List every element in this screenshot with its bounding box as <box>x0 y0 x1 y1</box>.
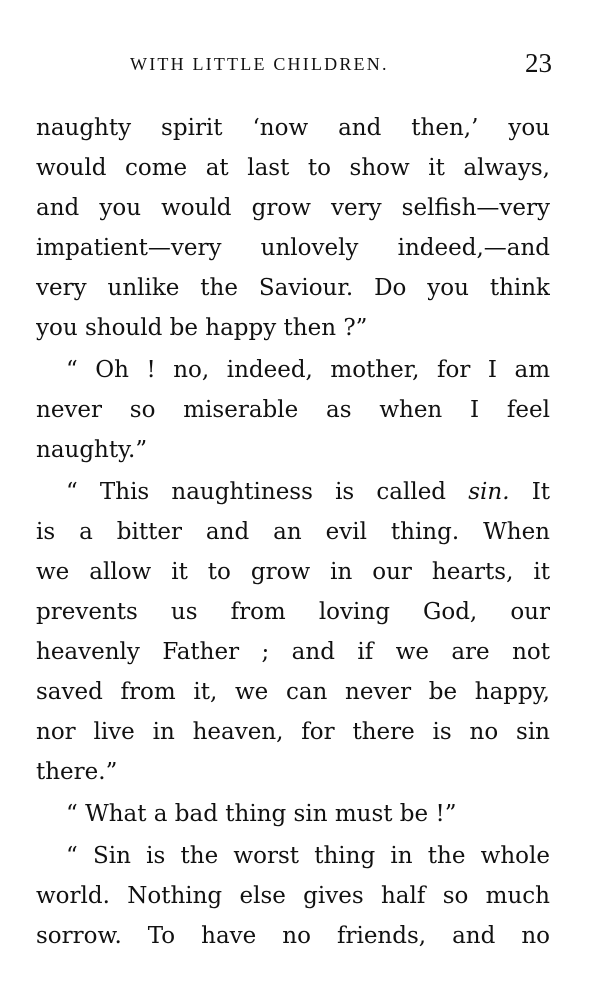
running-title: WITH LITTLE CHILDREN. <box>130 54 389 74</box>
text-line: is a bitter and an evil thing. When <box>36 519 550 545</box>
text-segment: “ This naughtiness is called <box>66 479 447 505</box>
page-number: 23 <box>525 48 552 78</box>
text-line: would come at last to show it always, <box>36 155 550 181</box>
text-line: impatient—very unlovely indeed,—and <box>36 235 550 261</box>
text-line: sorrow. To have no friends, and no <box>36 923 550 949</box>
text-line: naughty.” <box>36 437 148 463</box>
text-line: world. Nothing else gives half so much <box>36 883 550 909</box>
text-line: “ Oh ! no, indeed, mother, for I am <box>66 357 550 383</box>
text-line <box>66 472 550 512</box>
text-line: prevents us from loving God, our <box>36 599 550 625</box>
text-line: never so miserable as when I feel <box>36 397 550 423</box>
text-line: heavenly Father ; and if we are not <box>36 639 550 665</box>
text-line: and you would grow very selfish—very <box>36 195 550 221</box>
text-line: very unlike the Saviour. Do you think <box>36 275 550 301</box>
text-line: naughty spirit ‘now and then,’ you <box>36 115 550 141</box>
emphasized-word: sin. <box>468 479 510 505</box>
text-segment: It <box>531 479 550 505</box>
text-line: we allow it to grow in our hearts, it <box>36 559 550 585</box>
text-line: there.” <box>36 759 118 785</box>
text-line: “ Sin is the worst thing in the whole <box>66 843 550 869</box>
text-line: you should be happy then ?” <box>36 315 368 341</box>
running-head <box>36 48 552 80</box>
text-line: “ What a bad thing sin must be !” <box>66 801 457 827</box>
text-line: saved from it, we can never be happy, <box>36 679 550 705</box>
text-line: nor live in heaven, for there is no sin <box>36 719 550 745</box>
